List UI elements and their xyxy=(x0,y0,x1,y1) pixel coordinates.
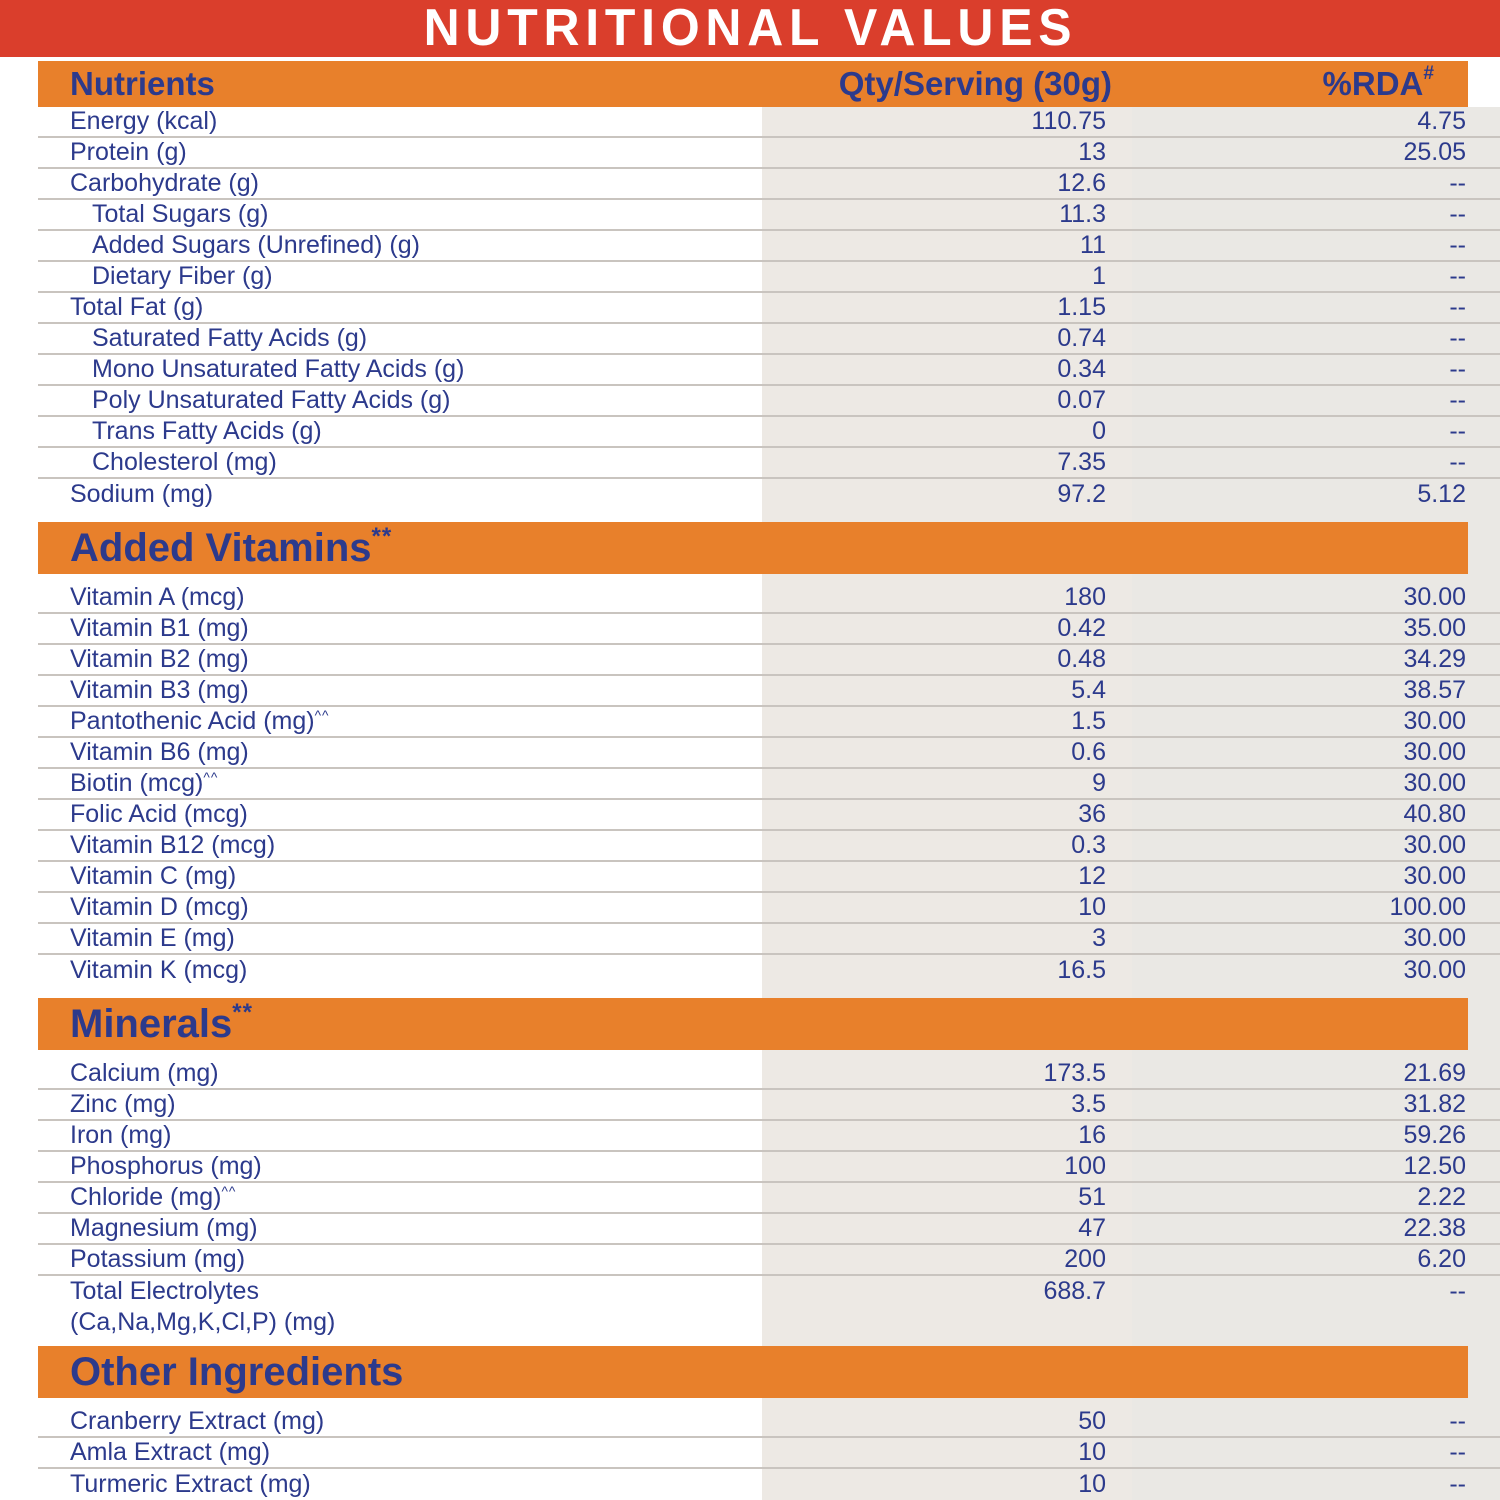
qty-value: 11.3 xyxy=(1059,200,1106,228)
qty-value: 97.2 xyxy=(1057,480,1106,508)
table-row xyxy=(38,769,1500,800)
qty-value: 16.5 xyxy=(1057,956,1106,984)
nutrient-label: Phosphorus (mg) xyxy=(70,1152,262,1180)
rda-value: 30.00 xyxy=(1403,956,1466,984)
rda-cell xyxy=(1132,293,1500,322)
qty-cell xyxy=(762,417,1132,446)
table-row xyxy=(38,614,1500,645)
nutrient-label: Vitamin D (mcg) xyxy=(70,893,249,921)
qty-cell xyxy=(762,707,1132,736)
rda-value: -- xyxy=(1449,262,1466,290)
column-header-rda-label: %RDA xyxy=(1322,65,1424,102)
qty-cell xyxy=(762,1245,1132,1274)
nutrient-label: Sodium (mg) xyxy=(70,480,214,508)
qty-cell xyxy=(762,1121,1132,1150)
qty-cell xyxy=(762,169,1132,198)
nutrient-label-cell xyxy=(38,138,762,167)
nutrient-label: Vitamin K (mcg) xyxy=(70,956,248,984)
rda-cell xyxy=(1132,355,1500,384)
qty-cell xyxy=(762,386,1132,415)
rda-value: -- xyxy=(1449,169,1466,197)
rda-value: 59.26 xyxy=(1403,1121,1466,1149)
rda-value: -- xyxy=(1449,324,1466,352)
title-banner xyxy=(0,0,1500,57)
rda-value: 2.22 xyxy=(1417,1183,1466,1211)
qty-value: 13 xyxy=(1078,138,1106,166)
qty-cell xyxy=(762,831,1132,860)
rda-cell xyxy=(1132,1438,1500,1467)
qty-value: 11 xyxy=(1080,231,1106,259)
nutrient-label-cell xyxy=(38,614,762,643)
rda-value: -- xyxy=(1449,231,1466,259)
table-row xyxy=(38,107,1500,138)
qty-cell xyxy=(762,769,1132,798)
qty-cell xyxy=(762,1059,1132,1088)
nutrient-label: Trans Fatty Acids (g) xyxy=(92,417,322,445)
nutrient-label: Amla Extract (mg) xyxy=(70,1438,271,1466)
rda-value: 5.12 xyxy=(1417,480,1466,508)
rda-value: 22.38 xyxy=(1403,1214,1466,1242)
qty-cell xyxy=(762,955,1132,986)
qty-cell xyxy=(762,738,1132,767)
qty-value: 100 xyxy=(1064,1152,1106,1180)
rda-cell xyxy=(1132,448,1500,477)
rda-value: 30.00 xyxy=(1403,707,1466,735)
nutrient-label: Vitamin B3 (mg) xyxy=(70,676,249,704)
rda-cell xyxy=(1132,1090,1500,1119)
column-header-rda xyxy=(1132,65,1468,103)
nutrient-label: Turmeric Extract (mg) xyxy=(70,1470,311,1498)
table-row xyxy=(38,324,1500,355)
nutrient-label-cell xyxy=(38,1214,762,1243)
table-row xyxy=(38,138,1500,169)
qty-cell xyxy=(762,1438,1132,1467)
nutrient-label: Total Fat (g) xyxy=(70,293,204,321)
nutrient-label-cell xyxy=(38,231,762,260)
qty-cell xyxy=(762,583,1132,612)
rda-cell xyxy=(1132,769,1500,798)
rda-value: -- xyxy=(1449,355,1466,383)
nutrient-label-cell xyxy=(38,355,762,384)
qty-value: 688.7 xyxy=(1043,1277,1106,1305)
rda-value: 12.50 xyxy=(1403,1152,1466,1180)
qty-cell xyxy=(762,200,1132,229)
rda-value: -- xyxy=(1449,386,1466,414)
rda-cell xyxy=(1132,1183,1500,1212)
nutrient-label-cell xyxy=(38,200,762,229)
table-row xyxy=(38,417,1500,448)
rda-value: 30.00 xyxy=(1403,924,1466,952)
qty-value: 36 xyxy=(1078,800,1106,828)
qty-cell xyxy=(762,1469,1132,1500)
nutrient-label: Total Electrolytes xyxy=(70,1277,259,1305)
nutrient-label: Calcium (mg) xyxy=(70,1059,219,1087)
rda-cell xyxy=(1132,1152,1500,1181)
qty-cell xyxy=(762,479,1132,510)
qty-cell xyxy=(762,1090,1132,1119)
nutrient-label-cell xyxy=(38,1469,762,1500)
qty-cell xyxy=(762,1276,1132,1334)
qty-cell xyxy=(762,645,1132,674)
nutrient-label: Poly Unsaturated Fatty Acids (g) xyxy=(92,386,451,414)
nutrient-label: Vitamin B1 (mg) xyxy=(70,614,249,642)
nutrient-label: Vitamin B12 (mcg) xyxy=(70,831,276,859)
rda-value: 21.69 xyxy=(1403,1059,1466,1087)
rda-value: 4.75 xyxy=(1417,107,1466,135)
rda-cell xyxy=(1132,831,1500,860)
nutrient-label-cell xyxy=(38,262,762,291)
nutrient-label: Total Sugars (g) xyxy=(92,200,269,228)
nutrient-label-cell xyxy=(38,831,762,860)
nutrient-label: Magnesium (mg) xyxy=(70,1214,258,1242)
nutrient-label-cell xyxy=(38,324,762,353)
nutrient-label-cell xyxy=(38,676,762,705)
rda-cell xyxy=(1132,738,1500,767)
qty-value: 16 xyxy=(1078,1121,1106,1149)
qty-value: 0.48 xyxy=(1057,645,1106,673)
rda-cell xyxy=(1132,645,1500,674)
qty-cell xyxy=(762,138,1132,167)
rda-value: -- xyxy=(1449,417,1466,445)
qty-value: 3.5 xyxy=(1071,1090,1106,1118)
nutrient-label: Energy (kcal) xyxy=(70,107,218,135)
nutrient-label-cell xyxy=(38,448,762,477)
nutrient-label-cell xyxy=(38,1183,762,1212)
nutrient-label: Iron (mg) xyxy=(70,1121,172,1149)
table-row xyxy=(38,262,1500,293)
nutrient-label: Cranberry Extract (mg) xyxy=(70,1407,325,1435)
nutrient-label-cell xyxy=(38,169,762,198)
table-row xyxy=(38,645,1500,676)
section-header-added-vitamins xyxy=(38,522,1468,574)
table-row xyxy=(38,862,1500,893)
rda-cell xyxy=(1132,583,1500,612)
rda-value: -- xyxy=(1449,1470,1466,1498)
qty-cell xyxy=(762,1152,1132,1181)
nutrient-label-cell xyxy=(38,924,762,953)
nutrient-label: Pantothenic Acid (mg) xyxy=(70,707,315,735)
nutrient-label-cell xyxy=(38,107,762,136)
rda-value: -- xyxy=(1449,1277,1466,1305)
table-row xyxy=(38,1090,1500,1121)
table-row xyxy=(38,738,1500,769)
table-row xyxy=(38,1152,1500,1183)
rda-cell xyxy=(1132,262,1500,291)
qty-cell xyxy=(762,676,1132,705)
nutrient-label-cell xyxy=(38,955,762,986)
rda-cell xyxy=(1132,1245,1500,1274)
nutrient-label: Vitamin B2 (mg) xyxy=(70,645,249,673)
qty-value: 0.07 xyxy=(1057,386,1106,414)
qty-value: 173.5 xyxy=(1043,1059,1106,1087)
rda-cell xyxy=(1132,479,1500,510)
nutrient-label-cell xyxy=(38,862,762,891)
table-row xyxy=(38,386,1500,417)
section-rows xyxy=(38,1398,1500,1500)
nutrient-label-cell xyxy=(38,1121,762,1150)
column-header-qty xyxy=(762,65,1132,103)
qty-value: 3 xyxy=(1092,924,1106,952)
qty-cell xyxy=(762,448,1132,477)
rda-value: -- xyxy=(1449,293,1466,321)
table-row xyxy=(38,293,1500,324)
qty-value: 0.74 xyxy=(1057,324,1106,352)
nutrient-label-cell xyxy=(38,386,762,415)
section-title: Other Ingredients xyxy=(70,1349,404,1394)
qty-value: 10 xyxy=(1078,1470,1106,1498)
qty-value: 0 xyxy=(1092,417,1106,445)
nutrient-label-cell xyxy=(38,645,762,674)
qty-value: 9 xyxy=(1092,769,1106,797)
table-row xyxy=(38,924,1500,955)
table-row xyxy=(38,1469,1500,1500)
rda-cell xyxy=(1132,386,1500,415)
rda-cell xyxy=(1132,862,1500,891)
rda-value: 30.00 xyxy=(1403,831,1466,859)
table-row xyxy=(38,479,1500,510)
qty-cell xyxy=(762,293,1132,322)
nutrient-label: Cholesterol (mg) xyxy=(92,448,277,476)
section-rows xyxy=(38,574,1500,986)
table-row xyxy=(38,955,1500,986)
rda-cell xyxy=(1132,417,1500,446)
rda-value: 31.82 xyxy=(1403,1090,1466,1118)
qty-value: 12.6 xyxy=(1057,169,1106,197)
rda-cell xyxy=(1132,200,1500,229)
nutrient-label-cell xyxy=(38,1152,762,1181)
column-header-nutrients xyxy=(38,65,762,103)
rda-cell xyxy=(1132,614,1500,643)
qty-cell xyxy=(762,1214,1132,1243)
rda-cell xyxy=(1132,138,1500,167)
qty-value: 1.15 xyxy=(1057,293,1106,321)
qty-value: 51 xyxy=(1078,1183,1106,1211)
qty-cell xyxy=(762,614,1132,643)
nutrient-superscript: ^^ xyxy=(203,769,219,785)
qty-cell xyxy=(762,1407,1132,1436)
qty-value: 10 xyxy=(1078,893,1106,921)
qty-value: 0.42 xyxy=(1057,614,1106,642)
nutrient-label-cell xyxy=(38,417,762,446)
qty-cell xyxy=(762,924,1132,953)
section-header-other-ingredients xyxy=(38,1346,1468,1398)
column-header-qty-label: Qty/Serving (30g) xyxy=(838,65,1112,102)
table-body xyxy=(38,107,1500,1500)
table-row xyxy=(38,583,1500,614)
nutrient-superscript: ^^ xyxy=(221,1183,237,1199)
nutrient-label: Vitamin B6 (mg) xyxy=(70,738,249,766)
table-row xyxy=(38,1407,1500,1438)
nutrient-label-cell xyxy=(38,893,762,922)
table-row xyxy=(38,800,1500,831)
qty-value: 1.5 xyxy=(1071,707,1106,735)
nutrient-label-cell xyxy=(38,1059,762,1088)
rda-value: 100.00 xyxy=(1389,893,1466,921)
table-row xyxy=(38,448,1500,479)
rda-value: 38.57 xyxy=(1403,676,1466,704)
nutrient-label-cell xyxy=(38,738,762,767)
nutrient-label: Added Sugars (Unrefined) (g) xyxy=(92,231,420,259)
section-title: Added Vitamins xyxy=(70,525,372,570)
rda-cell xyxy=(1132,1214,1500,1243)
rda-cell xyxy=(1132,955,1500,986)
rda-value: 30.00 xyxy=(1403,738,1466,766)
nutrient-label-cell xyxy=(38,1438,762,1467)
nutrient-label: Folic Acid (mcg) xyxy=(70,800,248,828)
rda-value: -- xyxy=(1449,1438,1466,1466)
column-header-nutrients-label: Nutrients xyxy=(70,65,215,102)
qty-value: 0.6 xyxy=(1071,738,1106,766)
table-row xyxy=(38,893,1500,924)
table-row xyxy=(38,169,1500,200)
rda-value: 30.00 xyxy=(1403,583,1466,611)
nutrient-label: Vitamin C (mg) xyxy=(70,862,237,890)
rda-cell xyxy=(1132,1469,1500,1500)
rda-value: 30.00 xyxy=(1403,862,1466,890)
nutrient-label: Dietary Fiber (g) xyxy=(92,262,273,290)
table-row xyxy=(38,1245,1500,1276)
qty-value: 0.34 xyxy=(1057,355,1106,383)
qty-cell xyxy=(762,862,1132,891)
rda-cell xyxy=(1132,893,1500,922)
section-title-superscript: ** xyxy=(371,523,393,551)
nutrient-label-cell xyxy=(38,1276,762,1334)
rda-value: -- xyxy=(1449,448,1466,476)
qty-cell xyxy=(762,262,1132,291)
qty-value: 50 xyxy=(1078,1407,1106,1435)
rda-cell xyxy=(1132,707,1500,736)
qty-cell xyxy=(762,231,1132,260)
rda-value: -- xyxy=(1449,200,1466,228)
rda-value: 40.80 xyxy=(1403,800,1466,828)
rda-cell xyxy=(1132,1276,1500,1334)
nutrient-label-cell xyxy=(38,583,762,612)
qty-cell xyxy=(762,324,1132,353)
qty-value: 47 xyxy=(1078,1214,1106,1242)
nutrient-label-cell xyxy=(38,1245,762,1274)
rda-cell xyxy=(1132,1407,1500,1436)
nutrient-label-lines xyxy=(70,1276,335,1338)
qty-value: 180 xyxy=(1064,583,1106,611)
page-title: NUTRITIONAL VALUES xyxy=(423,0,1077,57)
qty-value: 7.35 xyxy=(1057,448,1106,476)
nutrient-label-cell xyxy=(38,293,762,322)
rda-value: 35.00 xyxy=(1403,614,1466,642)
rda-cell xyxy=(1132,107,1500,136)
rda-cell xyxy=(1132,324,1500,353)
nutrient-label-cell xyxy=(38,1407,762,1436)
qty-value: 10 xyxy=(1078,1438,1106,1466)
nutrient-label: Vitamin E (mg) xyxy=(70,924,235,952)
qty-value: 1 xyxy=(1092,262,1106,290)
nutrient-label: Protein (g) xyxy=(70,138,187,166)
nutrient-label: Carbohydrate (g) xyxy=(70,169,259,197)
nutrient-label-cell xyxy=(38,769,762,798)
rda-value: 6.20 xyxy=(1417,1245,1466,1273)
table-row xyxy=(38,200,1500,231)
qty-value: 110.75 xyxy=(1031,107,1106,135)
table-row xyxy=(38,676,1500,707)
table-row xyxy=(38,1121,1500,1152)
table-row xyxy=(38,355,1500,386)
table-row xyxy=(38,231,1500,262)
table-row xyxy=(38,1059,1500,1090)
nutrient-label: Potassium (mg) xyxy=(70,1245,246,1273)
rda-value: -- xyxy=(1449,1407,1466,1435)
nutrient-label: Saturated Fatty Acids (g) xyxy=(92,324,368,352)
nutrient-label-cell xyxy=(38,707,762,736)
qty-cell xyxy=(762,355,1132,384)
nutrient-label: Biotin (mcg) xyxy=(70,769,204,797)
qty-value: 12 xyxy=(1078,862,1106,890)
rda-cell xyxy=(1132,1121,1500,1150)
column-header-row xyxy=(38,61,1468,107)
qty-cell xyxy=(762,1183,1132,1212)
section-title-superscript: ** xyxy=(232,999,253,1027)
qty-cell xyxy=(762,800,1132,829)
qty-value: 0.3 xyxy=(1071,831,1106,859)
rda-cell xyxy=(1132,169,1500,198)
nutrient-label: Chloride (mg) xyxy=(70,1183,222,1211)
section-header-minerals xyxy=(38,998,1468,1050)
nutrient-label: Zinc (mg) xyxy=(70,1090,176,1118)
nutrient-label-line2: (Ca,Na,Mg,K,Cl,P) (mg) xyxy=(70,1308,336,1336)
table-row xyxy=(38,1276,1500,1334)
qty-cell xyxy=(762,107,1132,136)
section-title: Minerals xyxy=(70,1001,233,1046)
table-row xyxy=(38,1438,1500,1469)
nutrient-label: Vitamin A (mcg) xyxy=(70,583,245,611)
rda-cell xyxy=(1132,676,1500,705)
rda-value: 34.29 xyxy=(1403,645,1466,673)
nutrient-superscript: ^^ xyxy=(314,707,330,723)
rda-value: 25.05 xyxy=(1403,138,1466,166)
rda-value: 30.00 xyxy=(1403,769,1466,797)
nutrient-label: Mono Unsaturated Fatty Acids (g) xyxy=(92,355,465,383)
nutrient-label-cell xyxy=(38,479,762,510)
nutrient-label-cell xyxy=(38,800,762,829)
rda-cell xyxy=(1132,800,1500,829)
rda-cell xyxy=(1132,924,1500,953)
table-row xyxy=(38,831,1500,862)
rda-cell xyxy=(1132,231,1500,260)
qty-cell xyxy=(762,893,1132,922)
nutrient-label-cell xyxy=(38,1090,762,1119)
section-rows xyxy=(38,107,1500,510)
nutrient-label-line1 xyxy=(70,1276,335,1307)
table-row xyxy=(38,1214,1500,1245)
table-row xyxy=(38,1183,1500,1214)
section-rows xyxy=(38,1050,1500,1334)
qty-value: 200 xyxy=(1064,1245,1106,1273)
rda-hash-superscript: # xyxy=(1423,63,1434,85)
table-row xyxy=(38,707,1500,738)
rda-cell xyxy=(1132,1059,1500,1088)
qty-value: 5.4 xyxy=(1071,676,1106,704)
